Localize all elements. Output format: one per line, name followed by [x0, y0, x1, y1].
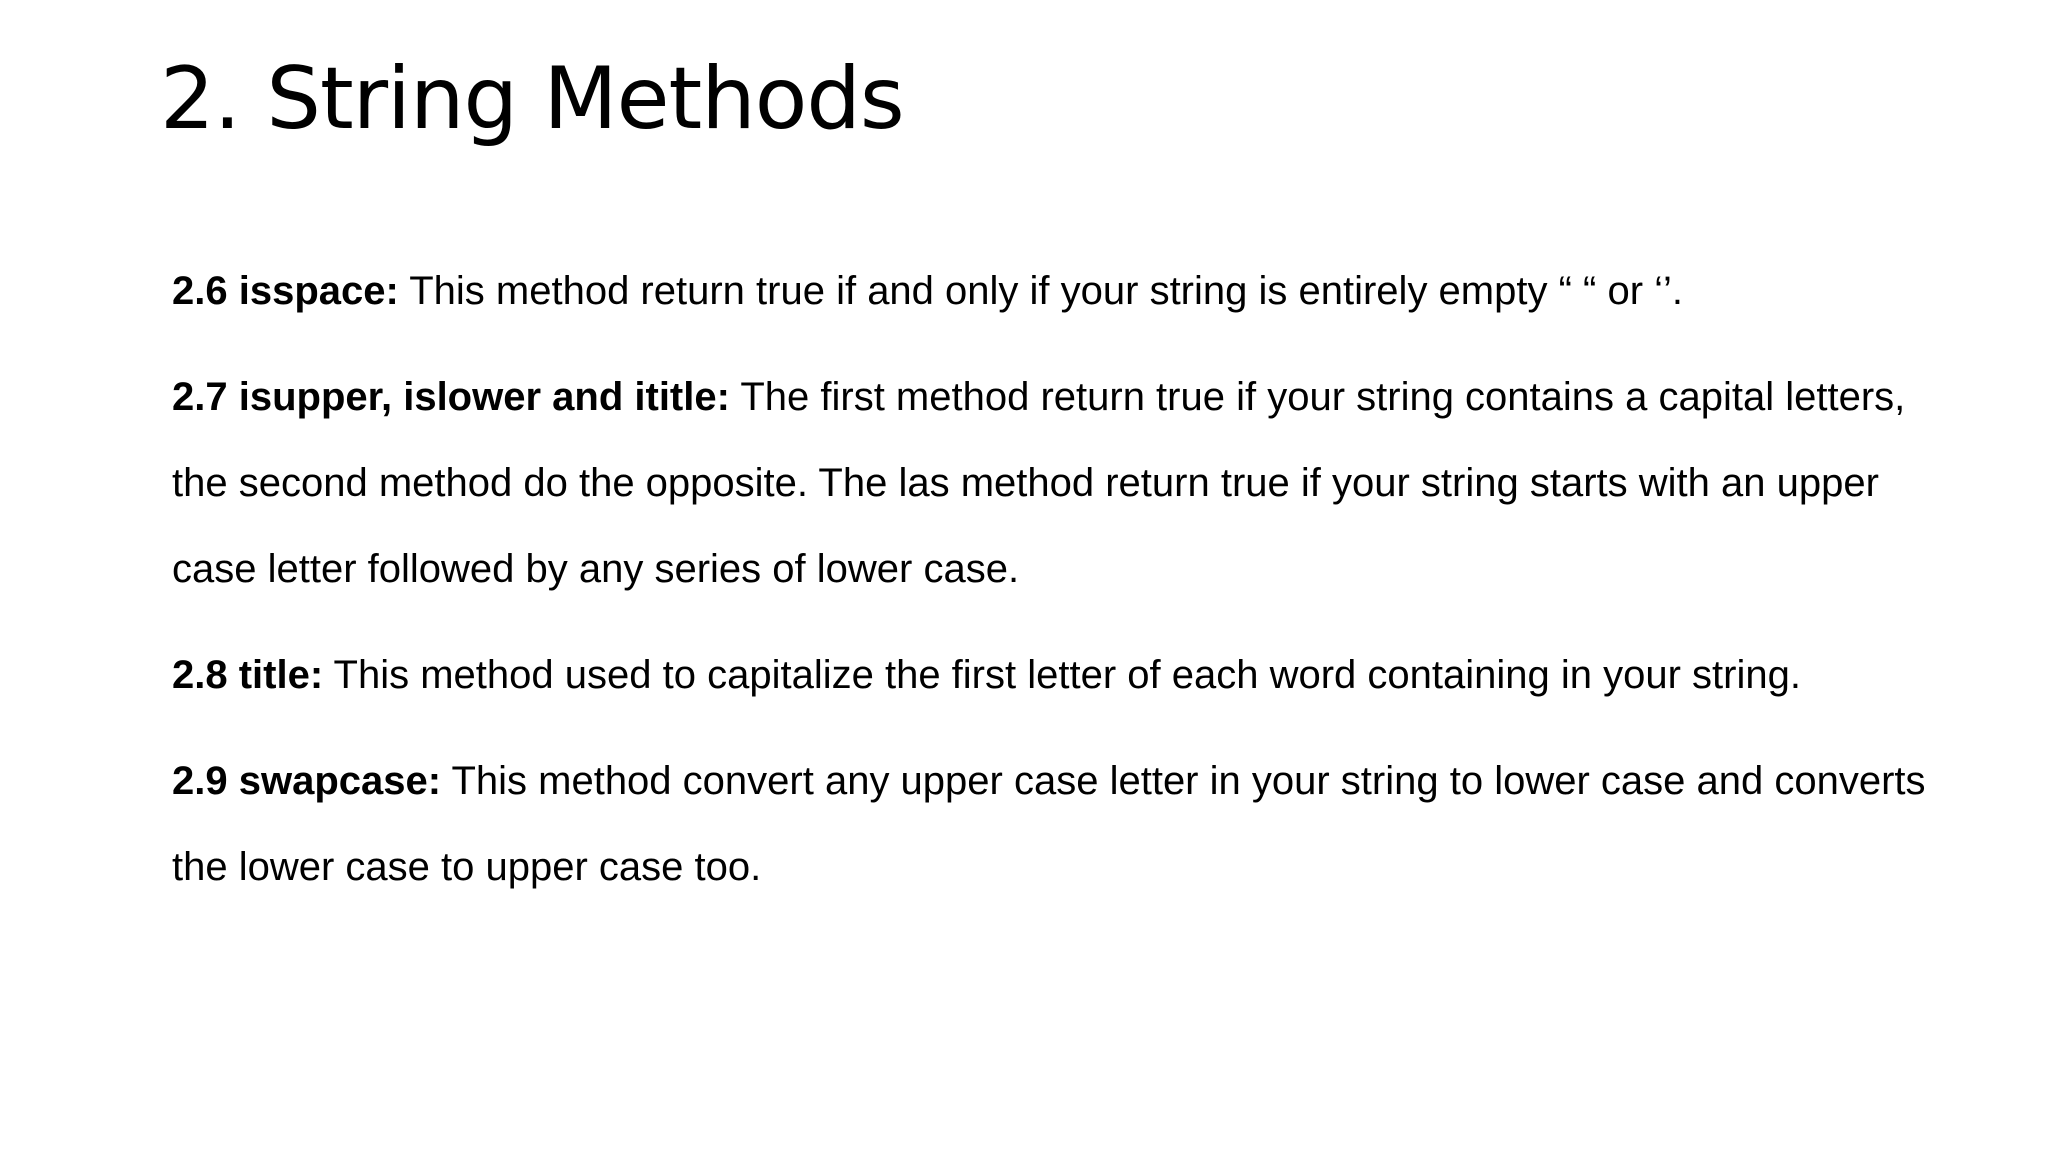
method-item-swapcase: [172, 738, 1932, 910]
method-label: 2.9 swapcase:: [172, 759, 442, 803]
method-item-isupper-islower-istitle: [172, 354, 1932, 612]
method-item-isspace: [172, 248, 1932, 334]
method-description: The first method return true if your string contains a capital letters, the second method do the opposite. The las method return true if your string starts with an upper case letter followed by any series of lower case.: [172, 375, 1906, 591]
method-label: 2.8 title:: [172, 653, 324, 697]
slide-title: 2. String Methods: [160, 49, 904, 149]
method-label: 2.6 isspace:: [172, 269, 399, 313]
method-item-title: [172, 632, 1932, 718]
slide-content: [172, 248, 1932, 930]
method-label: 2.7 isupper, islower and ititle:: [172, 375, 730, 419]
method-description: This method return true if and only if your string is entirely empty “ “ or ‘’.: [398, 269, 1684, 313]
method-description: This method used to capitalize the first letter of each word containing in your string.: [323, 653, 1801, 697]
method-description: This method convert any upper case letter in your string to lower case and converts the lower case to upper case too.: [172, 759, 1926, 889]
